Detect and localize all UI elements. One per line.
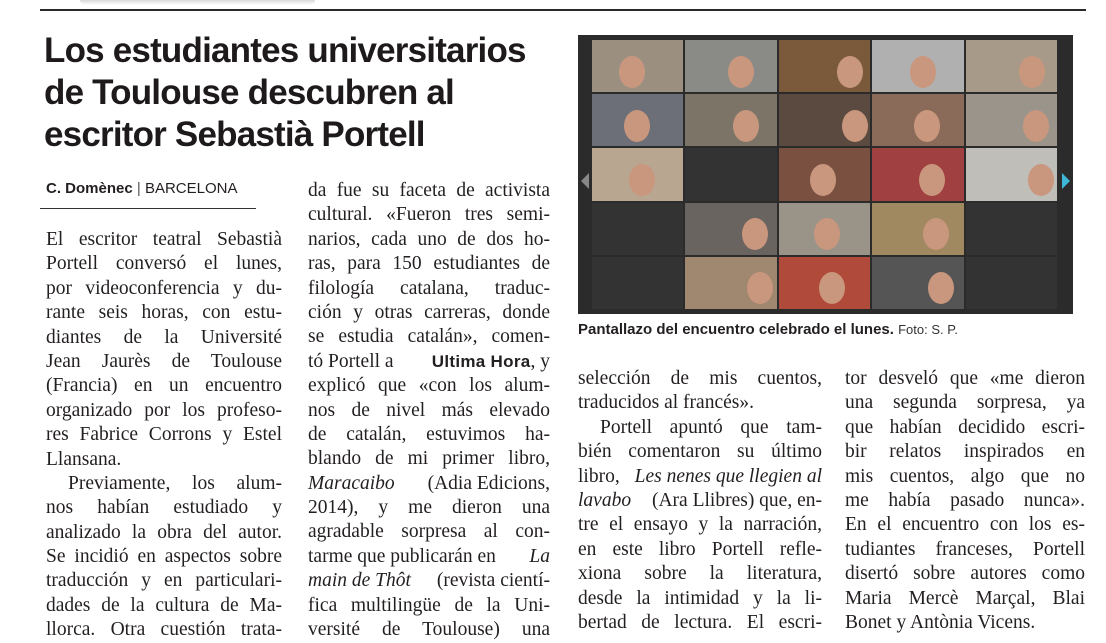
text-line: organizado por los profeso- bbox=[46, 399, 282, 421]
participant-tile bbox=[685, 148, 776, 200]
text-segment: tarme que publicarán en bbox=[308, 545, 501, 567]
text-line: filología catalana, traduc- bbox=[308, 277, 550, 299]
text-line: traducidos al francés». bbox=[578, 392, 754, 414]
text-line: tor desveló que «me dieron bbox=[845, 368, 1085, 389]
participant-tile bbox=[685, 94, 776, 146]
text-line: llorca. Otra cuestión trata- bbox=[46, 619, 282, 641]
text-line: xiona sobre la literatura, bbox=[578, 563, 822, 585]
participant-tile bbox=[592, 148, 683, 200]
text-line: que habían decidido escri- bbox=[845, 416, 1085, 438]
text-line: nos habían estudiado y bbox=[46, 497, 282, 519]
headline-line: Los estudiantes universitarios bbox=[44, 31, 526, 70]
participant-face bbox=[742, 218, 768, 250]
text-line: selección de mis cuentos, bbox=[578, 368, 822, 389]
caption-text: Pantallazo del encuentro celebrado el lunes. bbox=[578, 321, 894, 338]
newspaper-name: Ultima Hora bbox=[431, 351, 531, 371]
text-line: mis cuentos, algo que no bbox=[845, 465, 1085, 487]
journal-title: main de Thôt bbox=[308, 570, 411, 592]
text-line: nos de nivel más elevado bbox=[308, 399, 550, 421]
text-line: Se incidió en aspectos sobre bbox=[46, 546, 282, 568]
text-line: Jean Jaurès de Toulouse bbox=[46, 350, 282, 372]
text-line: me había pasado nunca». bbox=[845, 489, 1085, 511]
text-segment: (Ara Llibres) que, en- bbox=[647, 489, 822, 511]
participant-grid bbox=[592, 40, 1057, 309]
participant-face bbox=[923, 218, 949, 250]
headline bbox=[44, 30, 564, 156]
text-line: blando de mi primer libro, bbox=[308, 448, 550, 470]
text-line bbox=[578, 489, 822, 513]
text-line: una segunda sorpresa, ya bbox=[845, 392, 1085, 414]
text-line: Portell apuntó que tam- bbox=[600, 416, 822, 438]
text-line: de catalán, estuvimos ha- bbox=[308, 423, 550, 445]
participant-tile bbox=[966, 94, 1057, 146]
participant-face bbox=[928, 272, 954, 304]
participant-tile bbox=[592, 94, 683, 146]
text-line: bir relatos inspirados en bbox=[845, 441, 1085, 463]
participant-face bbox=[914, 110, 940, 142]
column-3 bbox=[578, 367, 822, 635]
participant-tile bbox=[966, 148, 1057, 200]
participant-tile bbox=[779, 94, 870, 146]
text-line: 2014), y me dieron una bbox=[308, 497, 550, 519]
text-line bbox=[308, 569, 550, 593]
participant-face bbox=[814, 218, 840, 250]
text-line bbox=[578, 465, 822, 489]
text-line: se estudia catalán», comen- bbox=[308, 326, 550, 348]
text-line: fica multilingüe de la Uni- bbox=[308, 594, 550, 616]
text-line: analizado la obra del autor. bbox=[46, 521, 282, 543]
headline-line: escritor Sebastià Portell bbox=[44, 115, 425, 154]
participant-tile bbox=[966, 40, 1057, 92]
text-line: Previamente, los alum- bbox=[68, 472, 282, 494]
participant-tile bbox=[685, 203, 776, 255]
participant-tile bbox=[872, 257, 963, 309]
participant-face bbox=[619, 56, 645, 88]
book-title: Maracaibo bbox=[308, 472, 395, 494]
text-line: Portell conversó el lunes, bbox=[46, 253, 282, 275]
text-line: da fue su faceta de activista bbox=[308, 180, 550, 201]
journal-title: La bbox=[529, 545, 550, 567]
text-line bbox=[308, 545, 550, 569]
participant-face bbox=[1023, 110, 1049, 142]
location: BARCELONA bbox=[144, 180, 238, 197]
book-title: lavabo bbox=[578, 489, 632, 511]
text-line: dades de la cultura de Ma- bbox=[46, 594, 282, 616]
text-segment: (revista cientí- bbox=[431, 570, 550, 592]
byline bbox=[46, 180, 237, 197]
text-line: tudiantes franceses, Portell bbox=[845, 538, 1085, 560]
text-line: res Fabrice Corrons y Estel bbox=[46, 424, 282, 446]
page-shadow bbox=[80, 0, 315, 5]
prev-arrow-icon bbox=[581, 173, 589, 189]
text-line: diantes de la Université bbox=[46, 326, 282, 348]
text-line: disertó sobre autores como bbox=[845, 563, 1085, 585]
top-rule bbox=[40, 9, 1086, 11]
text-line: en este libro Portell refle- bbox=[578, 538, 822, 560]
participant-tile bbox=[779, 148, 870, 200]
text-line: rante seis horas, con estu- bbox=[46, 302, 282, 324]
text-line: tre el ensayo y la narración, bbox=[578, 514, 822, 536]
text-line: bertad de lectura. El escri- bbox=[578, 611, 822, 633]
participant-face bbox=[1028, 164, 1054, 196]
text-line: narios, cada uno de dos ho- bbox=[308, 228, 550, 250]
participant-tile bbox=[592, 257, 683, 309]
participant-tile bbox=[872, 94, 963, 146]
photo-caption bbox=[578, 321, 958, 338]
participant-face bbox=[919, 164, 945, 196]
participant-tile bbox=[685, 257, 776, 309]
text-segment: , y bbox=[530, 350, 550, 372]
participant-tile bbox=[592, 203, 683, 255]
text-segment: (Adia Edicions, bbox=[422, 472, 550, 494]
participant-face bbox=[629, 164, 655, 196]
text-line: Bonet y Antònia Vicens. bbox=[845, 611, 1036, 633]
byline-rule bbox=[40, 208, 256, 209]
text-line: desde la intimidad y la li- bbox=[578, 587, 822, 609]
text-line: cultural. «Fueron tres semi- bbox=[308, 204, 550, 226]
book-title: Les nenes que llegien al bbox=[634, 465, 822, 487]
text-line bbox=[308, 350, 550, 374]
participant-tile bbox=[779, 40, 870, 92]
participant-face bbox=[842, 110, 868, 142]
text-line: bién comentaron su último bbox=[578, 441, 822, 463]
participant-face bbox=[733, 110, 759, 142]
participant-face bbox=[728, 56, 754, 88]
photo-credit: Foto: S. P. bbox=[898, 322, 958, 337]
text-line: versité de Toulouse) una bbox=[308, 619, 550, 641]
text-line: agradable sorpresa al con- bbox=[308, 521, 550, 543]
participant-face bbox=[624, 110, 650, 142]
participant-tile bbox=[779, 257, 870, 309]
text-line: El escritor teatral Sebastià bbox=[46, 229, 282, 250]
participant-tile bbox=[872, 148, 963, 200]
text-line: (Francia) en un encuentro bbox=[46, 375, 282, 397]
participant-face bbox=[910, 56, 936, 88]
text-line bbox=[308, 472, 550, 496]
headline-line: de Toulouse descubren al bbox=[44, 73, 454, 112]
participant-face bbox=[837, 56, 863, 88]
column-4 bbox=[845, 367, 1085, 635]
text-line: explicó que «con los alum- bbox=[308, 375, 550, 397]
participant-tile bbox=[966, 257, 1057, 309]
text-line: ras, para 150 estudiantes de bbox=[308, 253, 550, 275]
participant-tile bbox=[872, 203, 963, 255]
participant-tile bbox=[872, 40, 963, 92]
column-1 bbox=[46, 228, 282, 643]
text-line: En el encuentro con los es- bbox=[845, 514, 1085, 536]
participant-tile bbox=[592, 40, 683, 92]
column-2 bbox=[308, 179, 550, 642]
author: C. Domènec bbox=[46, 180, 133, 197]
text-line: por videoconferencia y du- bbox=[46, 277, 282, 299]
text-line: Llansana. bbox=[46, 448, 122, 470]
text-line: ción y otras carreras, donde bbox=[308, 301, 550, 323]
participant-face bbox=[1019, 56, 1045, 88]
participant-tile bbox=[685, 40, 776, 92]
byline-separator: | bbox=[136, 180, 141, 197]
videoconference-photo bbox=[578, 35, 1073, 314]
participant-tile bbox=[779, 203, 870, 255]
participant-face bbox=[747, 272, 773, 304]
text-segment: tó Portell a bbox=[308, 350, 399, 372]
participant-tile bbox=[966, 203, 1057, 255]
participant-face bbox=[810, 164, 836, 196]
text-line: Maria Mercè Marçal, Blai bbox=[845, 587, 1085, 609]
text-segment: libro, bbox=[578, 465, 625, 487]
next-arrow-icon bbox=[1062, 173, 1070, 189]
text-line: traducción y en particulari- bbox=[46, 570, 282, 592]
participant-face bbox=[819, 272, 845, 304]
